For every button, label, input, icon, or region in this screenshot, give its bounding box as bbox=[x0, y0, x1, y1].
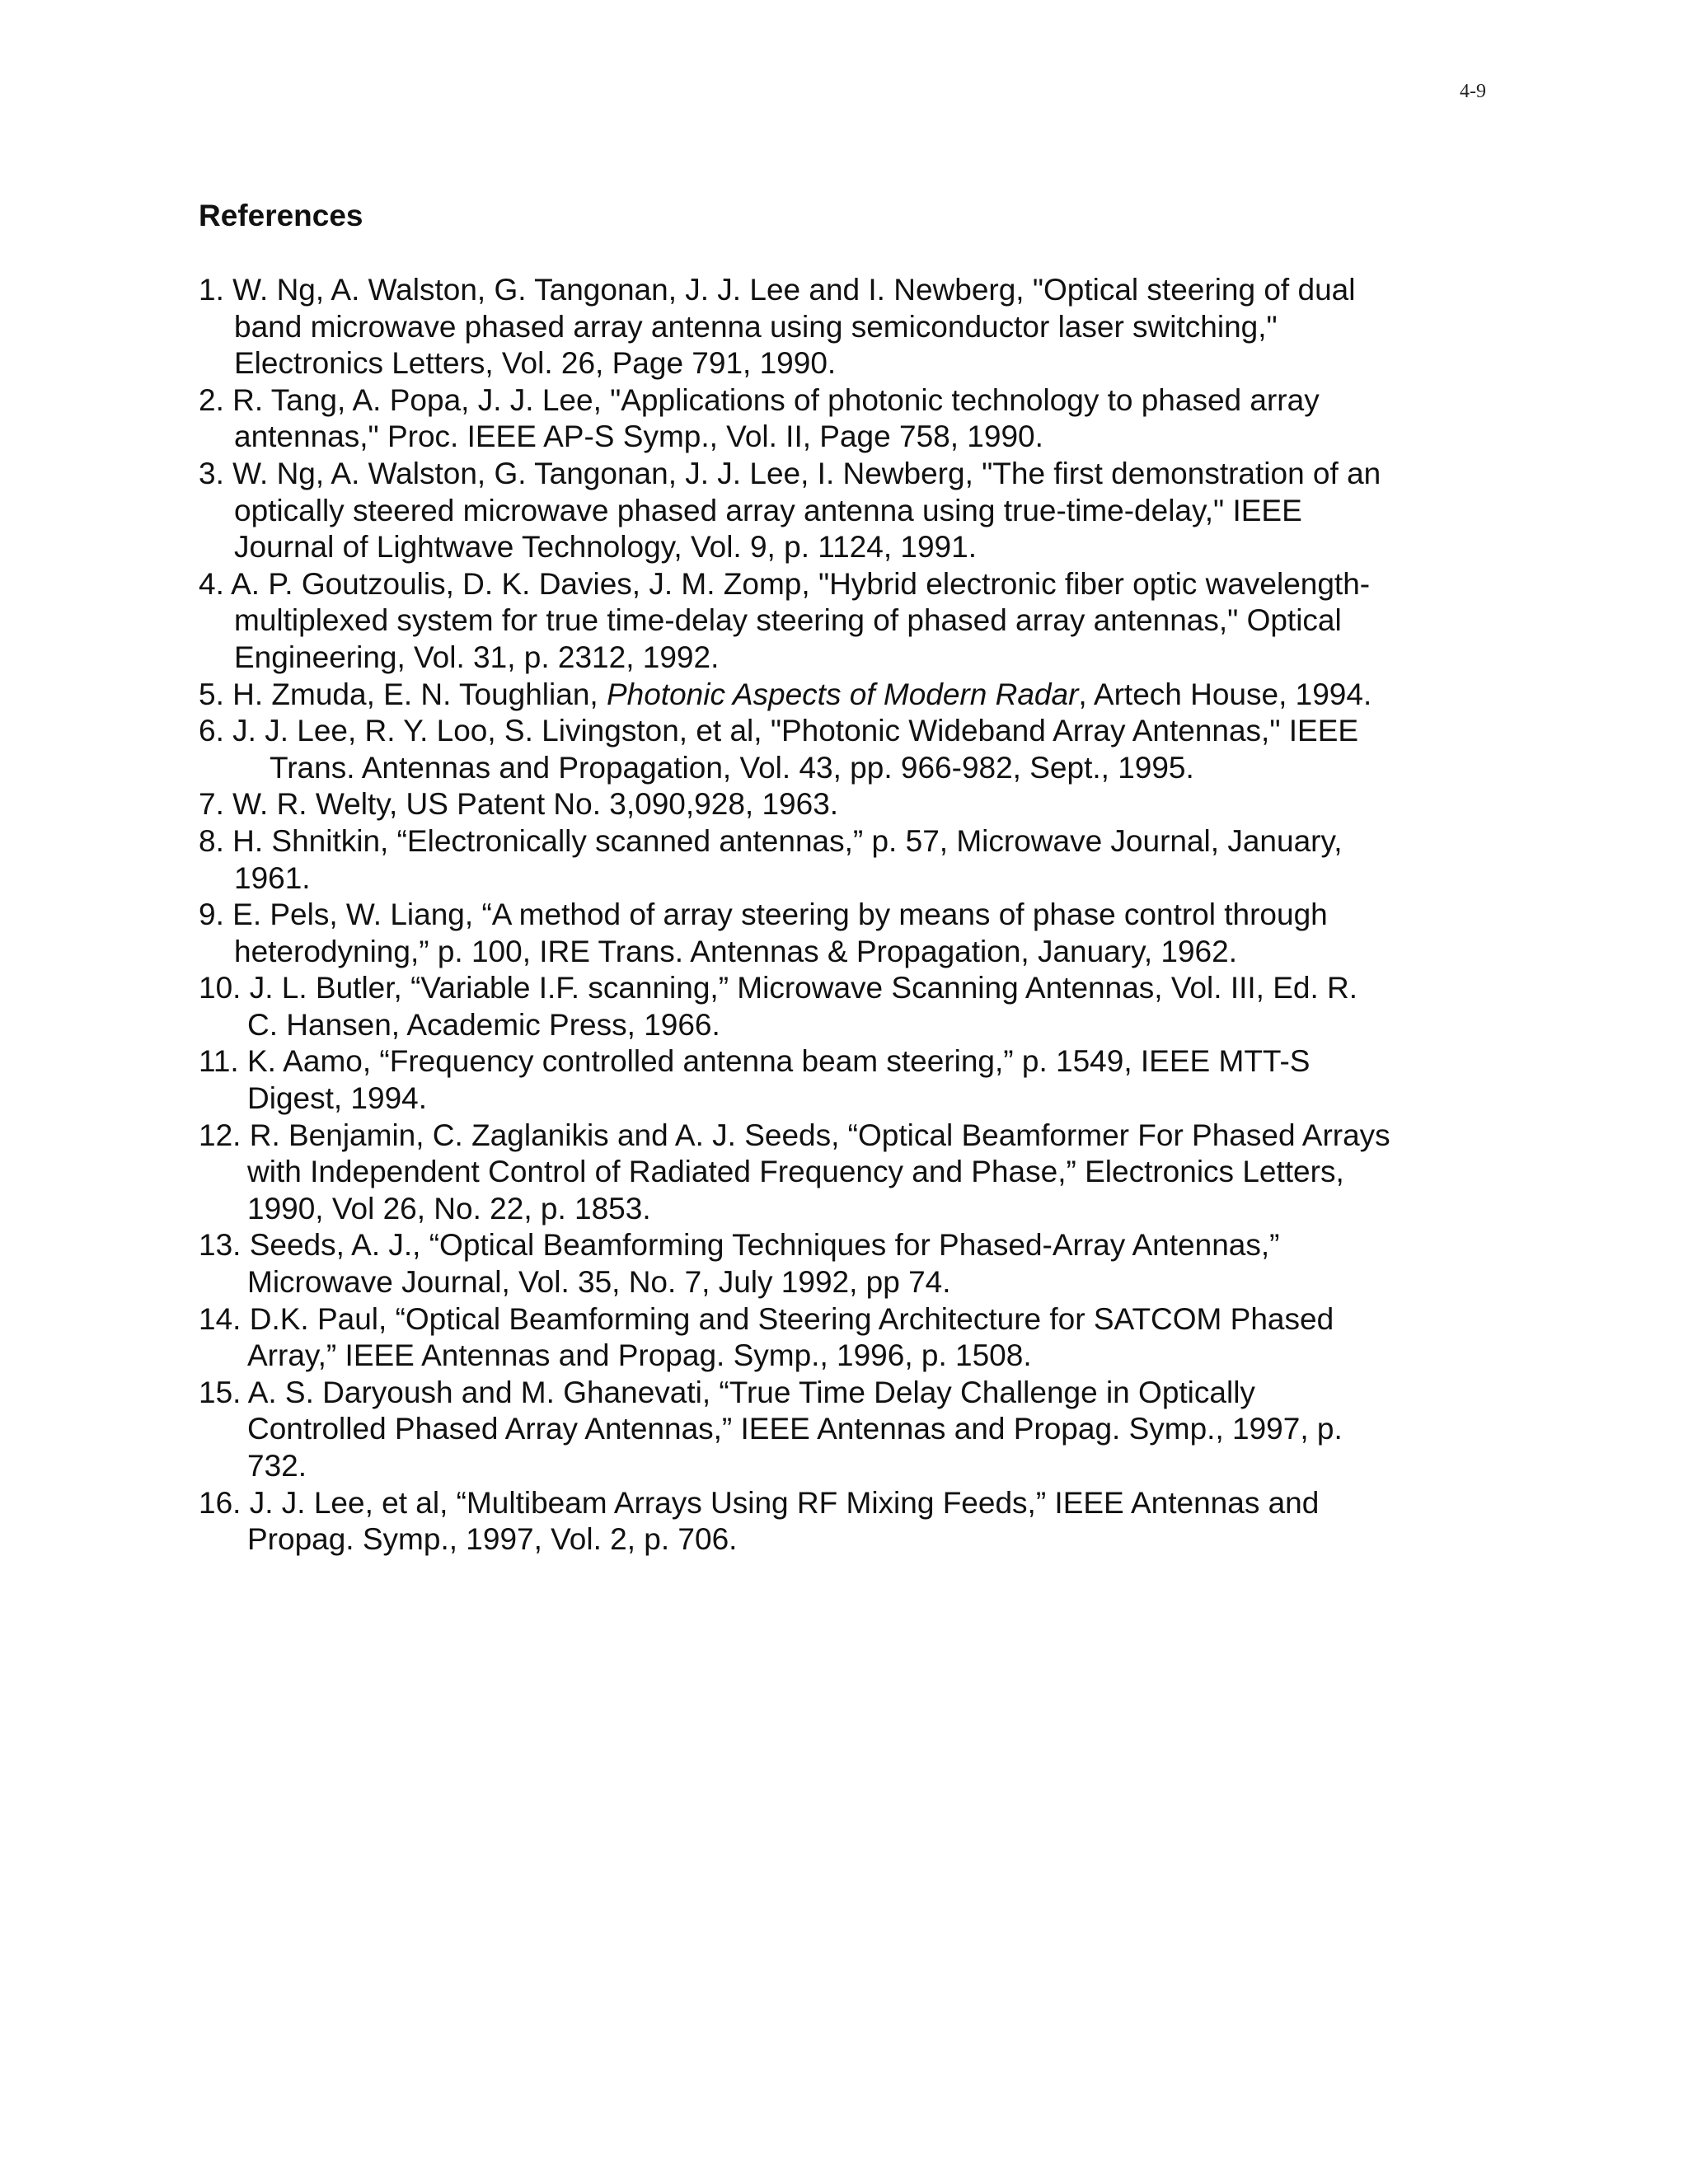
reference-number: 8. bbox=[199, 823, 224, 858]
reference-text: R. Benjamin, C. Zaglanikis and A. J. Seeds, “Optical Beamformer For Phased Arrays bbox=[249, 1118, 1390, 1152]
reference-text: multiplexed system for true time-delay steering of phased array antennas," Optical bbox=[234, 603, 1342, 638]
reference-text: J. J. Lee, R. Y. Loo, S. Livingston, et al, "Photonic Wideband Array Antennas," IEEE bbox=[232, 714, 1359, 748]
reference-text: optically steered microwave phased array antenna using true-time-delay," IEEE bbox=[234, 493, 1302, 527]
reference-text: W. Ng, A. Walston, G. Tangonan, J. J. Lee and I. Newberg, "Optical steering of dual bbox=[232, 273, 1356, 307]
reference-number: 2. bbox=[199, 382, 224, 417]
reference-item-5 bbox=[199, 677, 1517, 714]
reference-number: 10. bbox=[199, 971, 241, 1005]
reference-number: 12. bbox=[199, 1118, 241, 1152]
reference-item-9 bbox=[199, 897, 1517, 970]
reference-text: band microwave phased array antenna using semiconductor laser switching," bbox=[234, 309, 1278, 344]
reference-text: J. J. Lee, et al, “Multibeam Arrays Using RF Mixing Feeds,” IEEE Antennas and bbox=[249, 1485, 1320, 1520]
references-heading: References bbox=[199, 199, 363, 232]
reference-text: Digest, 1994. bbox=[247, 1081, 428, 1116]
reference-text: Microwave Journal, Vol. 35, No. 7, July 1992, pp 74. bbox=[247, 1265, 951, 1300]
reference-number: 7. bbox=[199, 787, 224, 822]
reference-number: 16. bbox=[199, 1485, 241, 1520]
reference-text: W. R. Welty, US Patent No. 3,090,928, 1963. bbox=[232, 787, 839, 822]
reference-number: 13. bbox=[199, 1228, 241, 1263]
reference-text: Trans. Antennas and Propagation, Vol. 43, pp. 966-982, Sept., 1995. bbox=[270, 750, 1194, 785]
reference-item-7 bbox=[199, 786, 1517, 823]
reference-text: Seeds, A. J., “Optical Beamforming Techniques for Phased-Array Antennas,” bbox=[249, 1228, 1280, 1263]
reference-item-10 bbox=[199, 970, 1517, 1043]
reference-text: 1990, Vol 26, No. 22, p. 1853. bbox=[247, 1191, 651, 1226]
reference-number: 1. bbox=[199, 273, 224, 307]
reference-text: Journal of Lightwave Technology, Vol. 9, p. 1124, 1991. bbox=[234, 530, 977, 565]
reference-text: 732. bbox=[247, 1449, 307, 1483]
reference-item-2 bbox=[199, 382, 1517, 456]
reference-item-4 bbox=[199, 566, 1517, 677]
reference-text: Electronics Letters, Vol. 26, Page 791, 1990. bbox=[234, 346, 837, 381]
reference-text: 1961. bbox=[234, 860, 311, 895]
book-title: Photonic Aspects of Modern Radar bbox=[606, 677, 1079, 711]
page-number: 4-9 bbox=[1460, 81, 1486, 102]
reference-text: E. Pels, W. Liang, “A method of array steering by means of phase control through bbox=[232, 898, 1328, 932]
reference-number: 14. bbox=[199, 1301, 241, 1336]
reference-text: heterodyning,” p. 100, IRE Trans. Antennas & Propagation, January, 1962. bbox=[234, 934, 1237, 968]
reference-text: Engineering, Vol. 31, p. 2312, 1992. bbox=[234, 640, 720, 674]
reference-item-14 bbox=[199, 1301, 1517, 1375]
reference-text: with Independent Control of Radiated Frequency and Phase,” Electronics Letters, bbox=[247, 1155, 1344, 1189]
reference-text: R. Tang, A. Popa, J. J. Lee, "Applications of photonic technology to phased array bbox=[232, 382, 1320, 417]
reference-text: Array,” IEEE Antennas and Propag. Symp., 1996, p. 1508. bbox=[247, 1338, 1032, 1373]
reference-text: A. P. Goutzoulis, D. K. Davies, J. M. Zomp, "Hybrid electronic fiber optic wavelength- bbox=[231, 566, 1371, 601]
reference-item-13 bbox=[199, 1227, 1517, 1301]
reference-number: 3. bbox=[199, 456, 224, 490]
reference-number: 5. bbox=[199, 677, 224, 711]
reference-item-1 bbox=[199, 272, 1517, 382]
reference-item-6 bbox=[199, 713, 1517, 786]
reference-item-16 bbox=[199, 1485, 1517, 1558]
reference-text: A. S. Daryoush and M. Ghanevati, “True Time Delay Challenge in Optically bbox=[247, 1375, 1255, 1409]
reference-text: Controlled Phased Array Antennas,” IEEE Antennas and Propag. Symp., 1997, p. bbox=[247, 1412, 1343, 1446]
reference-text: H. Zmuda, E. N. Toughlian, bbox=[232, 677, 607, 711]
reference-text: C. Hansen, Academic Press, 1966. bbox=[247, 1007, 720, 1042]
reference-number: 4. bbox=[199, 566, 224, 601]
reference-text: J. L. Butler, “Variable I.F. scanning,” Microwave Scanning Antennas, Vol. III, Ed. R. bbox=[249, 971, 1358, 1005]
reference-number: 9. bbox=[199, 898, 224, 932]
reference-text: K. Aamo, “Frequency controlled antenna beam steering,” p. 1549, IEEE MTT-S bbox=[246, 1044, 1311, 1079]
reference-item-15 bbox=[199, 1375, 1517, 1485]
reference-text: antennas," Proc. IEEE AP-S Symp., Vol. II, Page 758, 1990. bbox=[234, 419, 1043, 454]
reference-item-3 bbox=[199, 456, 1517, 566]
reference-item-8 bbox=[199, 823, 1517, 897]
reference-item-11 bbox=[199, 1043, 1517, 1117]
reference-list bbox=[199, 272, 1517, 1558]
reference-number: 6. bbox=[199, 714, 224, 748]
reference-item-12 bbox=[199, 1118, 1517, 1228]
reference-text: W. Ng, A. Walston, G. Tangonan, J. J. Lee, I. Newberg, "The first demonstration of an bbox=[232, 456, 1381, 490]
reference-number: 11. bbox=[199, 1044, 239, 1079]
reference-text: D.K. Paul, “Optical Beamforming and Steering Architecture for SATCOM Phased bbox=[249, 1301, 1334, 1336]
reference-text: H. Shnitkin, “Electronically scanned antennas,” p. 57, Microwave Journal, January, bbox=[232, 823, 1343, 858]
reference-text: Propag. Symp., 1997, Vol. 2, p. 706. bbox=[247, 1522, 738, 1557]
reference-number: 15. bbox=[199, 1375, 241, 1409]
reference-text: , Artech House, 1994. bbox=[1078, 677, 1372, 711]
